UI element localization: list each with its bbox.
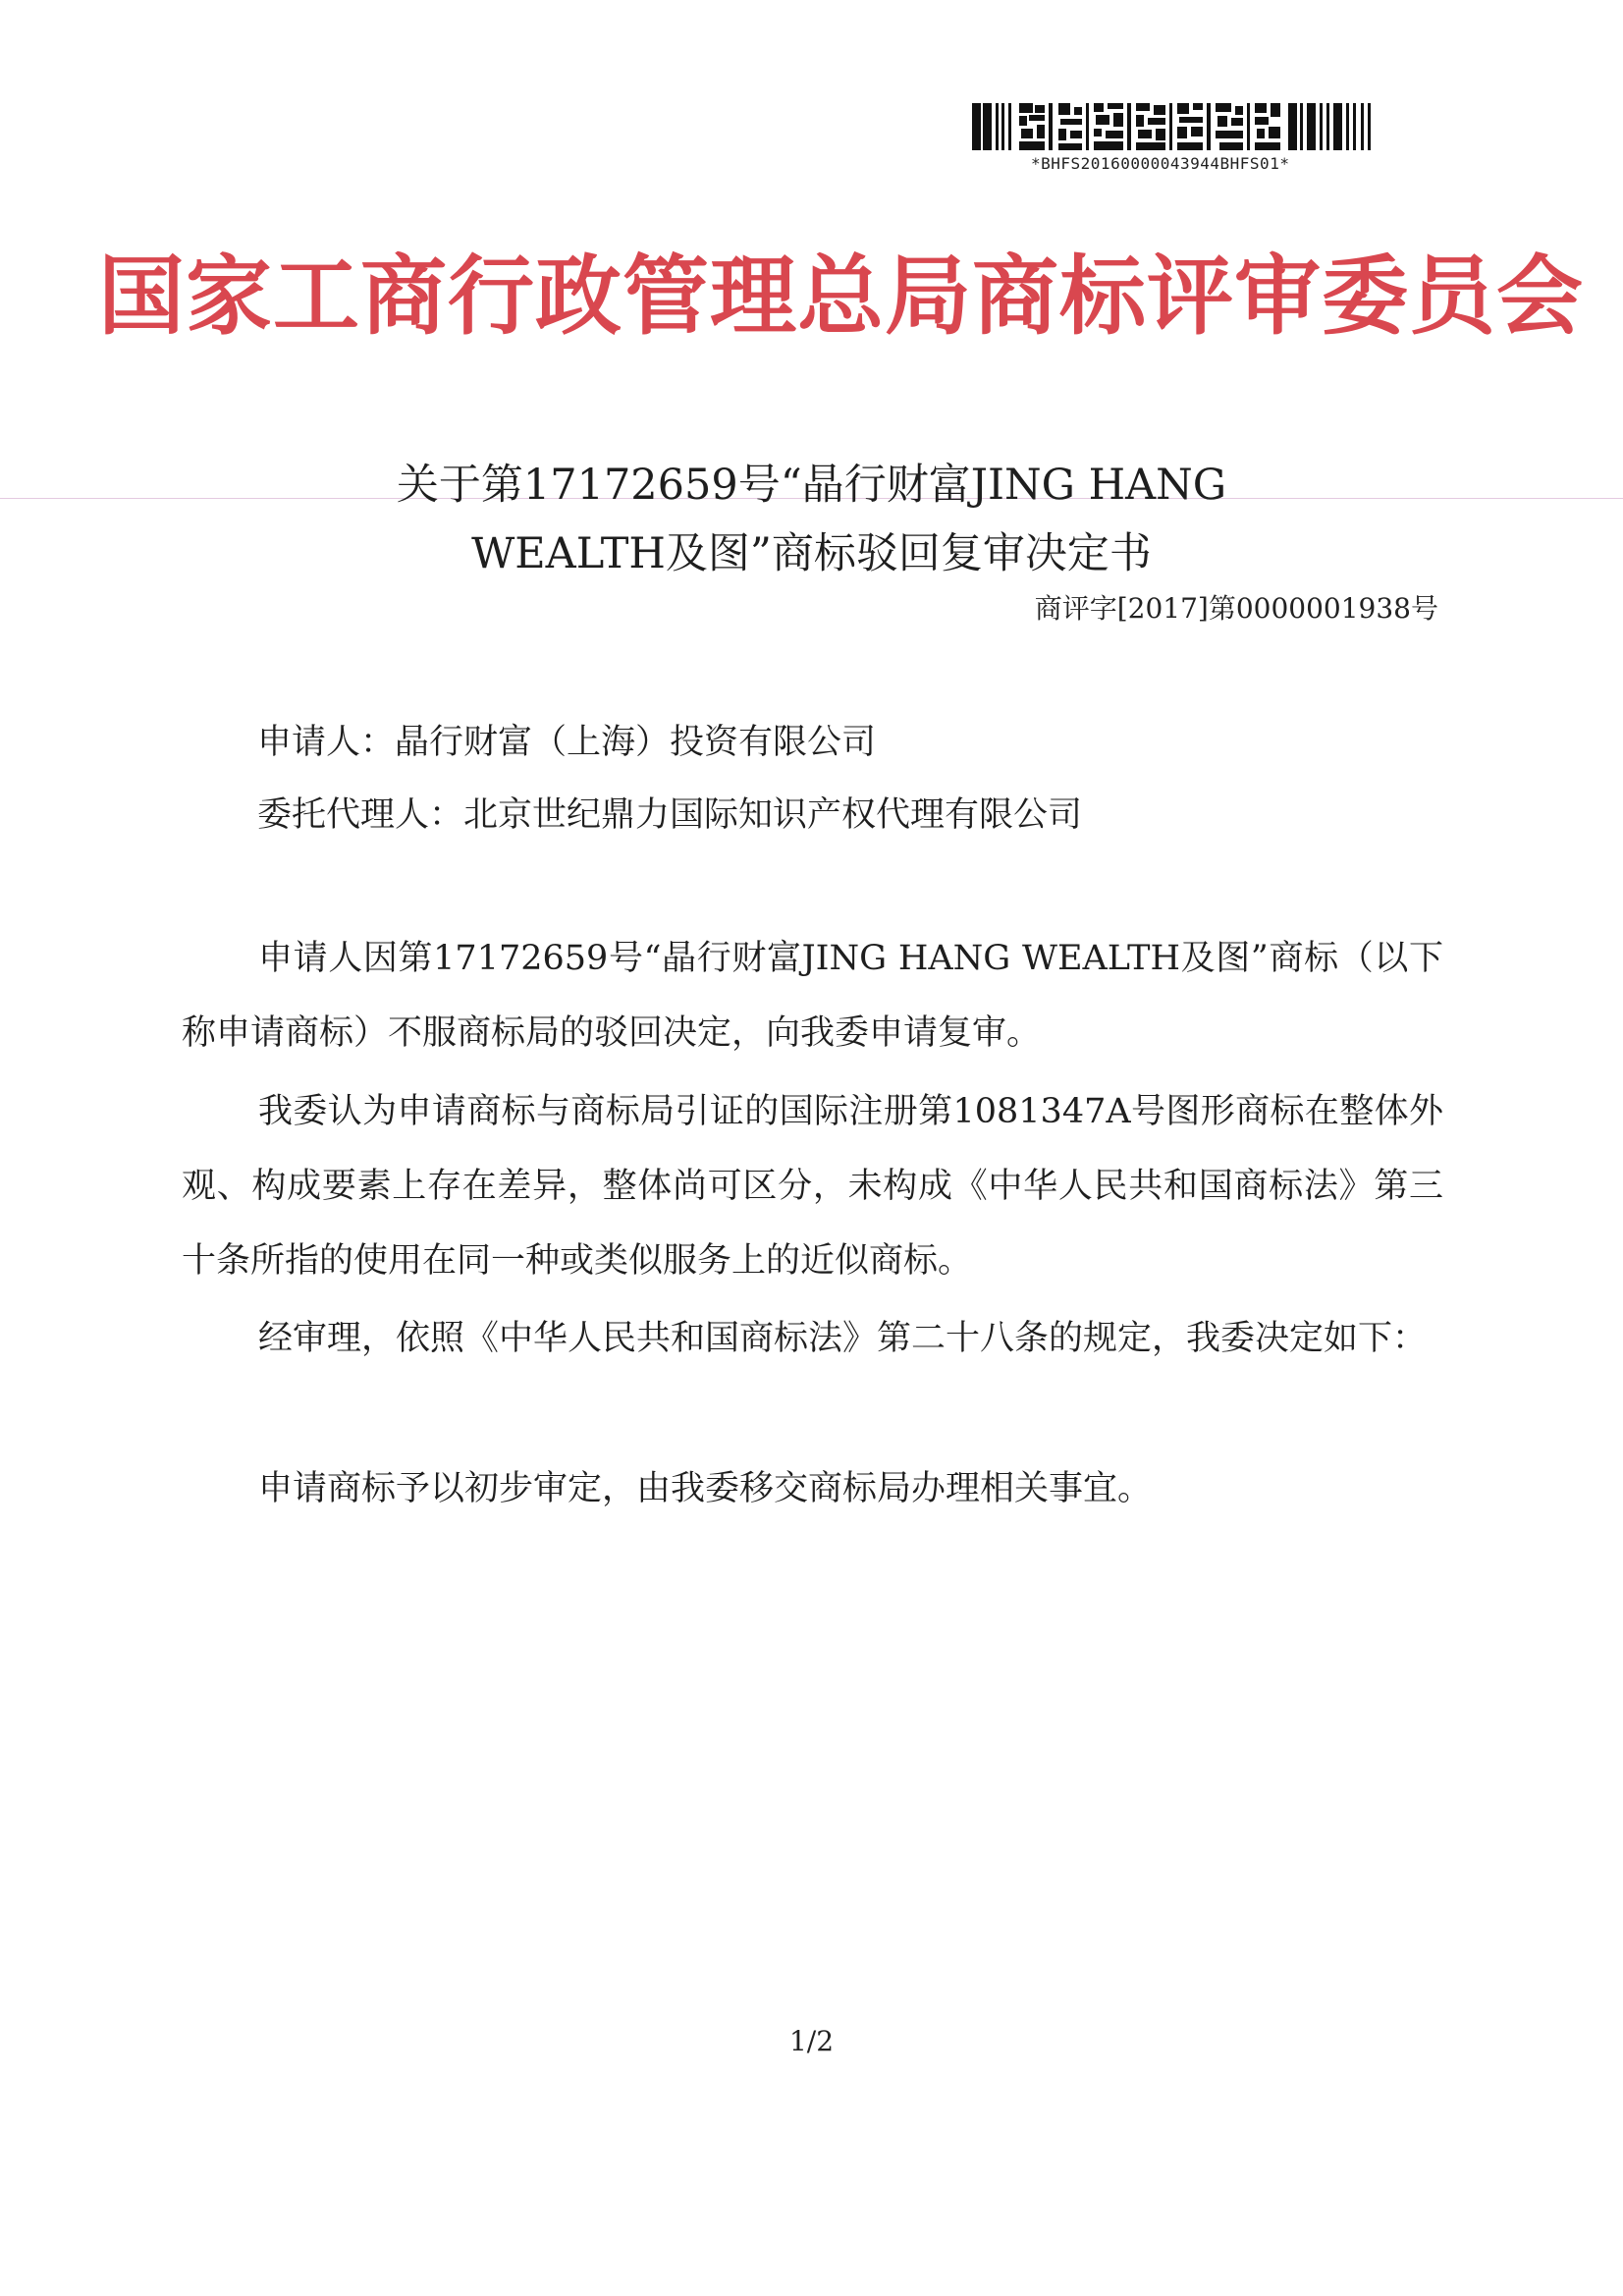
barcode-graphic [972, 103, 1380, 150]
barcode [972, 103, 1384, 177]
applicant-line: 申请人：晶行财富（上海）投资有限公司 [257, 723, 877, 762]
body-paragraph-3: 经审理，依照《中华人民共和国商标法》第二十八条的规定，我委决定如下： [258, 1319, 1428, 1358]
organization-header: 国家工商行政管理总局商标评审委员会 [98, 245, 1585, 347]
agent-line: 委托代理人：北京世纪鼎力国际知识产权代理有限公司 [257, 795, 1083, 835]
document-number: 商评字[2017]第0000001938号 [1034, 592, 1438, 625]
barcode-code-text: *BHFS20160000043944BHFS01* [1031, 154, 1290, 173]
body-paragraph-1: 申请人因第17172659号“晶行财富JING HANG WEALTH及图”商标（以下称申请商标）不服商标局的驳回决定，向我委申请复审。 [182, 939, 1443, 1053]
body-paragraph-4: 申请商标予以初步审定，由我委移交商标局办理相关事宜。 [258, 1469, 1153, 1508]
body-paragraph-2: 我委认为申请商标与商标局引证的国际注册第1081347A号图形商标在整体外观、构成要素上存在差异，整体尚可区分，未构成《中华人民共和国商标法》第三十条所指的使用在同一种或类似服务上的近似商标。 [182, 1092, 1443, 1281]
document-title-line-1: 关于第17172659号“晶行财富JING HANG [396, 461, 1227, 510]
page-number: 1/2 [788, 2025, 835, 2057]
document-title-line-2: WEALTH及图”商标驳回复审决定书 [471, 529, 1152, 578]
